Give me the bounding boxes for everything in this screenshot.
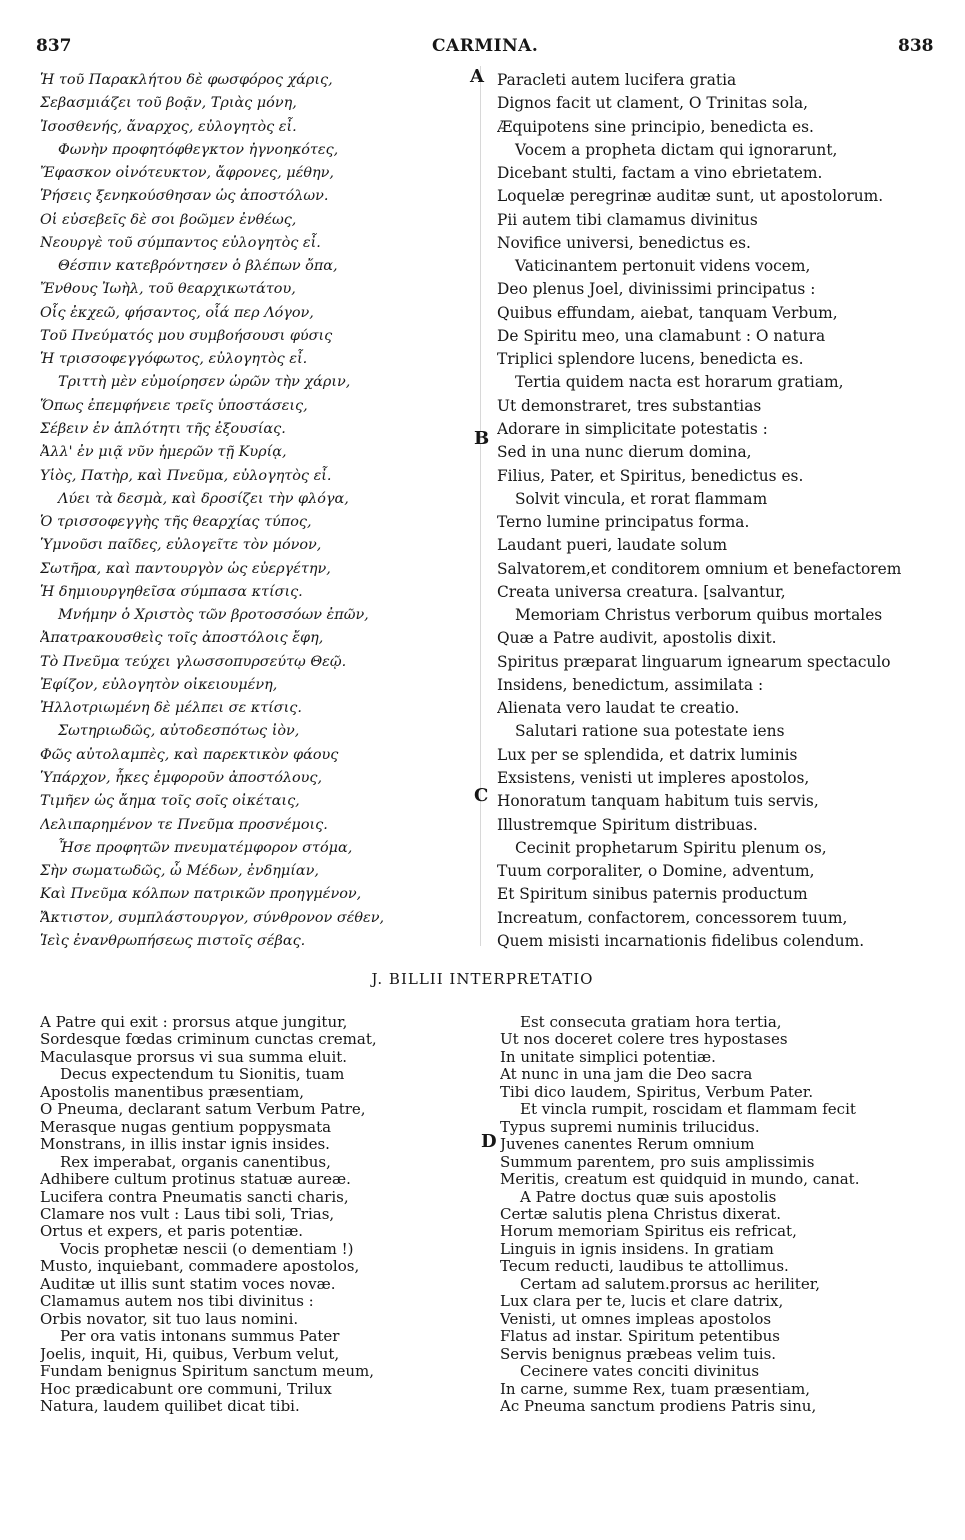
text-line: Μνήμην ὁ Χριστὸς τῶν βροτοσσόων ἐπῶν, — [58, 607, 369, 624]
text-line: Adorare in simplicitate potestatis : — [497, 419, 768, 438]
text-line: Ἄκτιστον, συμπλάστουργον, σύνθρονον σέθεν, — [40, 909, 385, 926]
text-line: Ἠλλοτριωμένη δὲ μέλπει σε κτίσις. — [40, 700, 302, 717]
text-line: Ἡ τοῦ Παρακλήτου δὲ φωσφόρος χάρις, — [40, 72, 333, 88]
text-line: Ἐφίζον, εὐλογητὸν οἰκειουμένη, — [40, 676, 278, 693]
text-line: Lux per se splendida, et datrix luminis — [497, 745, 798, 764]
text-line: Linguis in ignis insidens. In gratiam — [500, 1240, 774, 1258]
text-line: Dignos facit ut clament, O Trinitas sola, — [497, 94, 809, 113]
text-line: Terno lumine principatus forma. — [497, 513, 750, 532]
margin-letter-b: B — [474, 428, 490, 449]
text-line: Ἦσε προφητῶν πνευματέμφορον στόμα, — [58, 839, 353, 856]
text-line: Ἔνθους Ἰωὴλ, τοῦ θεαρχικωτάτου, — [40, 281, 296, 298]
text-line: Ἔφασκον οἰνότευκτον, ἄφρονες, μέθην, — [40, 165, 334, 182]
text-line: Lucifera contra Pneumatis sancti charis, — [40, 1188, 349, 1206]
text-line: Et vincla rumpit, roscidam et flammam fecit — [520, 1101, 856, 1119]
text-line: Σωτηριωδῶς, αὐτοδεσπότως ἰὸν, — [58, 723, 300, 740]
text-line: Ὑμνοῦσι παῖδες, εὐλογεῖτε τὸν μόνον, — [40, 537, 322, 554]
page-number-right: 838 — [898, 36, 934, 56]
text-line: A Patre doctus quæ suis apostolis — [520, 1188, 777, 1206]
text-line: Υἱὸς, Πατὴρ, καὶ Πνεῦμα, εὐλογητὸς εἶ. — [40, 467, 332, 484]
text-line: Θέσπιν κατεβρόντησεν ὁ βλέπων ὄπα, — [58, 258, 338, 275]
text-line: Ἱεὶς ἐνανθρωπήσεως πιστοῖς σέβας. — [40, 932, 306, 949]
text-line: Loquelæ peregrinæ auditæ sunt, ut apostolorum. — [497, 187, 884, 206]
text-line: Ἡ τρισσοφεγγόφωτος, εὐλογητὸς εἶ. — [40, 351, 308, 368]
text-line: Natura, laudem quilibet dicat tibi. — [40, 1397, 300, 1415]
text-line: Novifice universi, benedictus es. — [497, 233, 751, 252]
text-line: Summum parentem, pro suis amplissimis — [500, 1153, 815, 1171]
text-line: Vocis prophetæ nescii (o dementiam !) — [60, 1240, 354, 1258]
text-line: Flatus ad instar. Spiritum petentibus — [500, 1328, 780, 1346]
text-line: Clamare nos vult : Laus tibi soli, Trias, — [40, 1205, 335, 1223]
text-line: Ἡ δημιουργηθεῖσα σύμπασα κτίσις. — [40, 583, 303, 600]
text-line: Salutari ratione sua potestate iens — [515, 722, 785, 741]
text-line: Ἰσοσθενής, ἄναρχος, εὐλογητὸς εἶ. — [40, 118, 297, 135]
billius-right-column — [500, 1014, 940, 1415]
text-line: Apostolis manentibus præsentiam, — [40, 1083, 305, 1101]
text-line: In unitate simplici potentiæ. — [500, 1048, 716, 1066]
section-heading: J. BILLII INTERPRETATIO — [371, 970, 594, 988]
text-line: Ὅπως ἐπεμφήνειε τρεῖς ὑποστάσεις, — [40, 397, 308, 414]
text-line: Ὁ τρισσοφεγγὴς τῆς θεαρχίας τύπος, — [40, 514, 312, 531]
text-line: Νεουργὲ τοῦ σύμπαντος εὐλογητὸς εἶ. — [40, 234, 321, 251]
text-line: Tibi dico laudem, Spiritus, Verbum Pater. — [500, 1083, 814, 1101]
text-line: Increatum, confactorem, concessorem tuum, — [497, 908, 848, 927]
page-header — [0, 0, 965, 60]
text-line: Σεβασμιάζει τοῦ βοᾷν, Τριὰς μόνη, — [40, 95, 297, 112]
text-line: Honoratum tanquam habitum tuis servis, — [497, 792, 819, 811]
margin-letter-d: D — [481, 1131, 497, 1152]
text-line: In carne, summe Rex, tuam præsentiam, — [500, 1380, 811, 1398]
text-line: De Spiritu meo, una clamabunt : O natura — [497, 326, 826, 345]
text-line: Vocem a propheta dictam qui ignorarunt, — [515, 140, 838, 159]
text-line: Triplici splendore lucens, benedicta es. — [497, 350, 804, 369]
text-line: Per ora vatis intonans summus Pater — [60, 1328, 340, 1346]
text-line: Οἷς ἐκχεῶ, φήσαντος, οἷά περ Λόγον, — [40, 304, 314, 321]
text-line: Φωνὴν προφητόφθεγκτον ἠγνοηκότες, — [58, 141, 339, 158]
latin-translation-column — [497, 69, 937, 953]
text-line: O Pneuma, declarant satum Verbum Patre, — [40, 1101, 366, 1119]
text-line: Quibus effundam, aiebat, tanquam Verbum, — [497, 303, 838, 322]
text-line: Insidens, benedictum, assimilata : — [497, 675, 764, 694]
text-line: Exsistens, venisti ut impleres apostolos, — [497, 768, 810, 787]
text-line: Οἱ εὐσεβεῖς δὲ σοι βοῶμεν ἐνθέως, — [40, 211, 297, 228]
text-line: Æquipotens sine principio, benedicta es. — [497, 117, 814, 136]
text-line: Ἀπατρακουσθεὶς τοῖς ἀποστόλοις ἔφη, — [40, 630, 324, 647]
text-line: A Patre qui exit : prorsus atque jungitur, — [40, 1014, 348, 1031]
text-line: Monstrans, in illis instar ignis insides. — [40, 1136, 330, 1154]
greek-text-column — [40, 69, 472, 953]
text-line: Memoriam Christus verborum quibus mortales — [515, 606, 883, 625]
text-line: Deo plenus Joel, divinissimi principatus : — [497, 280, 816, 299]
text-line: Καὶ Πνεῦμα κόλπων πατρικῶν προηγμένον, — [40, 886, 362, 903]
text-line: Sed in una nunc dierum domina, — [497, 443, 752, 462]
text-line: Quem misisti incarnationis fidelibus colendum. — [497, 931, 865, 950]
text-line: Certam ad salutem.prorsus ac heriliter, — [520, 1275, 820, 1293]
text-line: Spiritus præparat linguarum ignearum spectaculo — [497, 652, 891, 671]
text-line: Ac Pneuma sanctum prodiens Patris sinu, — [500, 1397, 817, 1415]
text-line: Typus supremi numinis trilucidus. — [500, 1118, 760, 1136]
page-number-left: 837 — [36, 36, 72, 56]
text-line: Quæ a Patre audivit, apostolis dixit. — [497, 629, 777, 648]
text-line: Ut nos doceret colere tres hypostases — [500, 1031, 788, 1049]
text-line: Juvenes canentes Rerum omnium — [500, 1136, 755, 1154]
text-line: Clamamus autem nos tibi divinitus : — [40, 1293, 314, 1311]
text-line: Auditæ ut illis sunt statim voces novæ. — [40, 1275, 336, 1293]
text-line: Sordesque fœdas criminum cunctas cremat, — [40, 1031, 377, 1049]
text-line: Τὸ Πνεῦμα τεύχει γλωσσοπυρσεύτῳ Θεῷ. — [40, 653, 347, 670]
text-line: Τριττὴ μὲν εὐμοίρησεν ὡρῶν τὴν χάριν, — [58, 374, 351, 391]
text-line: Laudant pueri, laudate solum — [497, 536, 728, 555]
text-line: Ortus et expers, et paris potentiæ. — [40, 1223, 304, 1241]
text-line: Certæ salutis plena Christus dixerat. — [500, 1205, 782, 1223]
text-line: Dicebant stulti, factam a vino ebrietatem. — [497, 164, 823, 183]
text-line: Tecum reducti, laudibus te attollimus. — [500, 1258, 789, 1276]
column-divider — [480, 66, 481, 946]
text-line: Musto, inquiebant, commadere apostolos, — [40, 1258, 360, 1276]
text-line: Merasque nugas gentium poppysmata — [40, 1118, 332, 1136]
text-line: Ὑπάρχον, ἧκες ἐμφοροῦν ἀποστόλους, — [40, 769, 323, 786]
text-line: Ut demonstraret, tres substantias — [497, 396, 762, 415]
text-line: Decus expectendum tu Sionitis, tuam — [60, 1066, 345, 1084]
text-line: Joelis, inquit, Hi, quibus, Verbum velut, — [40, 1345, 340, 1363]
text-line: Ῥήσεις ξενηκούσθησαν ὡς ἀποστόλων. — [40, 188, 329, 205]
text-line: Meritis, creatum est quidquid in mundo, canat. — [500, 1171, 860, 1189]
text-line: Et Spiritum sinibus paternis productum — [497, 885, 808, 904]
text-line: Est consecuta gratiam hora tertia, — [520, 1014, 782, 1031]
text-line: Fundam benignus Spiritum sanctum meum, — [40, 1363, 375, 1381]
text-line: Orbis novator, sit tuo laus nomini. — [40, 1310, 299, 1328]
text-line: Cecinere vates conciti divinitus — [520, 1363, 760, 1381]
text-line: Φῶς αὐτολαμπὲς, καὶ παρεκτικὸν φάους — [40, 746, 339, 763]
text-line: Pii autem tibi clamamus divinitus — [497, 210, 758, 229]
text-line: Illustremque Spiritum distribuas. — [497, 815, 758, 834]
text-line: Vaticinantem pertonuit videns vocem, — [515, 257, 811, 276]
text-line: Tuum corporaliter, o Domine, adventum, — [497, 862, 815, 881]
text-line: Λελιπαρημένον τε Πνεῦμα προσνέμοις. — [40, 816, 328, 833]
text-line: Maculasque prorsus vi sua summa eluit. — [40, 1048, 348, 1066]
billius-left-column — [40, 1014, 470, 1415]
text-line: Rex imperabat, organis canentibus, — [60, 1153, 331, 1171]
text-line: Solvit vincula, et rorat flammam — [515, 489, 768, 508]
text-line: At nunc in una jam die Deo sacra — [500, 1066, 753, 1084]
text-line: Σωτῆρα, καὶ παντουργὸν ὡς εὐεργέτην, — [40, 560, 331, 577]
text-line: Horum memoriam Spiritus eis refricat, — [500, 1223, 797, 1241]
margin-letter-c: C — [474, 785, 489, 806]
text-line: Σὴν σωματωδῶς, ὦ Μέδων, ἐνδημίαν, — [40, 863, 319, 880]
text-line: Creata universa creatura. [salvantur, — [497, 582, 786, 601]
margin-letter-a: A — [470, 66, 484, 87]
text-line: Venisti, ut omnes impleas apostolos — [500, 1310, 772, 1328]
running-title: CARMINA. — [432, 36, 539, 56]
text-line: Τιμῆεν ὡς ἄημα τοῖς σοῖς οἰκέταις, — [40, 793, 300, 810]
text-line: Filius, Pater, et Spiritus, benedictus es. — [497, 466, 804, 485]
text-line: Servis benignus præbeas velim tuis. — [500, 1345, 777, 1363]
text-line: Tertia quidem nacta est horarum gratiam, — [515, 373, 844, 392]
text-line: Σέβειν ἐν ἁπλότητι τῆς ἐξουσίας. — [40, 420, 286, 437]
text-line: Τοῦ Πνεύματός μου συμβοήσουσι φύσις — [40, 327, 333, 344]
text-line: Adhibere cultum protinus statuæ aureæ. — [40, 1171, 351, 1189]
text-line: Salvatorem,et conditorem omnium et benefactorem — [497, 559, 902, 578]
text-line: Cecinit prophetarum Spiritu plenum os, — [515, 838, 827, 857]
text-line: Alienata vero laudat te creatio. — [497, 699, 740, 718]
text-line: Hoc prædicabunt ore communi, Trilux — [40, 1380, 332, 1398]
text-line: Λύει τὰ δεσμὰ, καὶ δροσίζει τὴν φλόγα, — [58, 490, 349, 507]
text-line: Ἀλλ' ἐν μιᾷ νῦν ἡμερῶν τῇ Κυρίᾳ, — [40, 444, 287, 461]
text-line: Lux clara per te, lucis et clare datrix, — [500, 1293, 784, 1311]
text-line: Paracleti autem lucifera gratia — [497, 71, 737, 89]
